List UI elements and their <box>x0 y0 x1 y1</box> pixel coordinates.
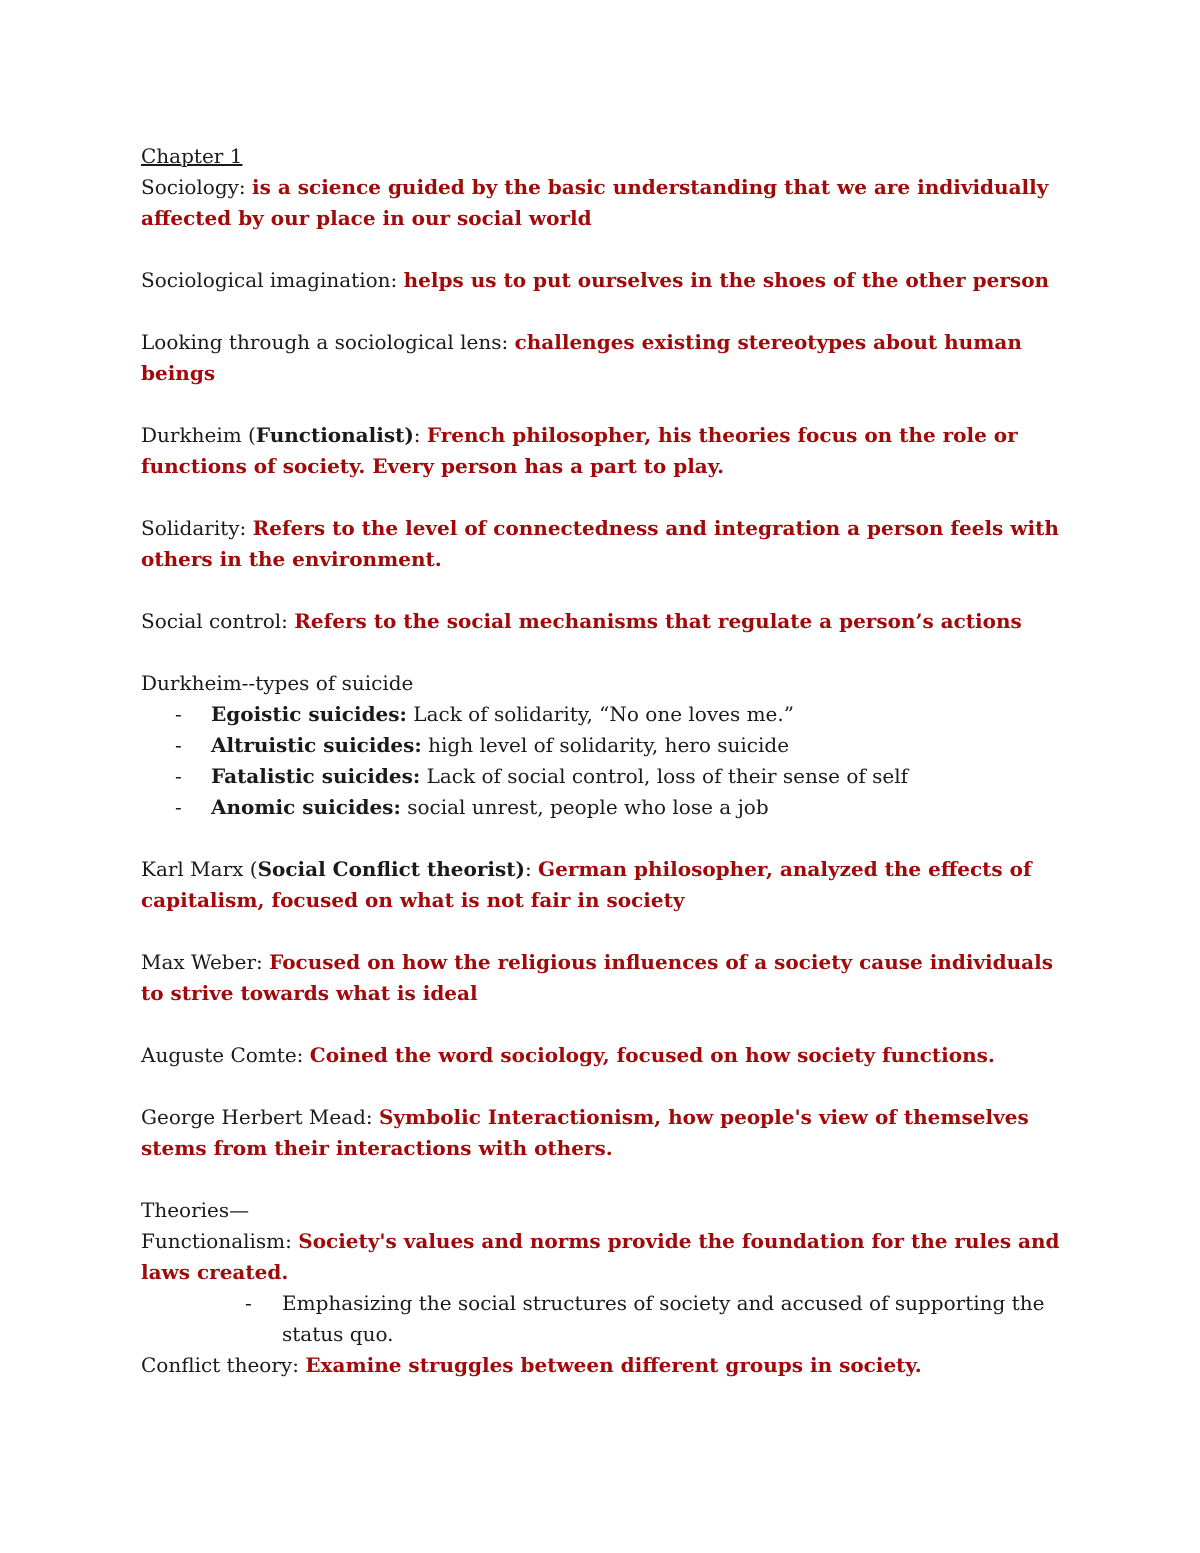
entry-george-herbert-mead <box>141 1102 1071 1164</box>
dash-bullet: - <box>245 1291 252 1315</box>
entry-term-bold: Functionalist) <box>255 423 414 447</box>
entry-term-prefix: Karl Marx ( <box>141 857 258 881</box>
entry-sociological-imagination <box>141 265 1071 296</box>
entry-definition: German philosopher, analyzed the effects of capitalism, focused on what is not fair in society <box>141 857 1032 912</box>
entry-definition: Focused on how the religious influences of a society cause individuals to strive towards what is ideal <box>141 950 1053 1005</box>
entry-definition: French philosopher, his theories focus on the role or functions of society. Every person has a part to play. <box>141 423 1018 478</box>
functionalism-note <box>141 1288 1071 1350</box>
entry-definition: challenges existing stereotypes about human beings <box>141 330 1022 385</box>
chapter-heading: Chapter 1 <box>141 144 243 168</box>
entry-term-suffix: : <box>413 423 421 447</box>
entry-definition: Symbolic Interactionism, how people's view of themselves stems from their interactions with others. <box>141 1105 1029 1160</box>
entry-definition: Refers to the social mechanisms that regulate a person’s actions <box>294 609 1022 633</box>
entry-term: Functionalism: <box>141 1229 292 1253</box>
entry-sociology <box>141 172 1071 234</box>
list-item-text: Lack of social control, loss of their sense of self <box>426 764 909 788</box>
list-item <box>141 761 1071 792</box>
theories-heading: Theories— <box>141 1198 250 1222</box>
entry-term: Conflict theory: <box>141 1353 299 1377</box>
entry-definition: Society's values and norms provide the foundation for the rules and laws created. <box>141 1229 1060 1284</box>
document-content <box>141 141 1071 1381</box>
list-item-label: Fatalistic suicides: <box>211 764 421 788</box>
entry-definition: Examine struggles between different groups in society. <box>305 1353 922 1377</box>
entry-auguste-comte <box>141 1040 1071 1071</box>
entry-definition: is a science guided by the basic understanding that we are individually affected by our place in our social world <box>141 175 1049 230</box>
suicide-types-heading: Durkheim--types of suicide <box>141 671 414 695</box>
list-item <box>141 730 1071 761</box>
entry-max-weber <box>141 947 1071 1009</box>
entry-definition: Refers to the level of connectedness and integration a person feels with others in the environment. <box>141 516 1059 571</box>
list-item-text: social unrest, people who lose a job <box>407 795 769 819</box>
entry-term-bold: Social Conflict theorist) <box>257 857 525 881</box>
entry-karl-marx <box>141 854 1071 916</box>
entry-conflict-theory <box>141 1350 1071 1381</box>
list-item <box>141 699 1071 730</box>
entry-functionalism <box>141 1226 1071 1288</box>
suicide-types-list <box>141 699 1071 823</box>
entry-definition: helps us to put ourselves in the shoes of the other person <box>403 268 1050 292</box>
entry-definition: Coined the word sociology, focused on how society functions. <box>309 1043 995 1067</box>
list-item-text: Lack of solidarity, “No one loves me.” <box>413 702 794 726</box>
entry-term-suffix: : <box>524 857 532 881</box>
list-item-text: high level of solidarity, hero suicide <box>428 733 790 757</box>
entry-term: Max Weber: <box>141 950 263 974</box>
entry-term-prefix: Durkheim ( <box>141 423 256 447</box>
entry-term: Solidarity: <box>141 516 247 540</box>
entry-solidarity <box>141 513 1071 575</box>
entry-term: Sociological imagination: <box>141 268 398 292</box>
entry-term: George Herbert Mead: <box>141 1105 373 1129</box>
functionalism-note-text: Emphasizing the social structures of society and accused of supporting the status quo. <box>282 1291 1045 1346</box>
list-item <box>141 792 1071 823</box>
list-item-label: Altruistic suicides: <box>211 733 422 757</box>
list-item-label: Anomic suicides: <box>211 795 401 819</box>
list-item-label: Egoistic suicides: <box>211 702 407 726</box>
entry-social-control <box>141 606 1071 637</box>
entry-durkheim <box>141 420 1071 482</box>
entry-term: Looking through a sociological lens: <box>141 330 509 354</box>
entry-term: Social control: <box>141 609 288 633</box>
entry-term: Sociology: <box>141 175 246 199</box>
entry-term: Auguste Comte: <box>141 1043 304 1067</box>
entry-sociological-lens <box>141 327 1071 389</box>
